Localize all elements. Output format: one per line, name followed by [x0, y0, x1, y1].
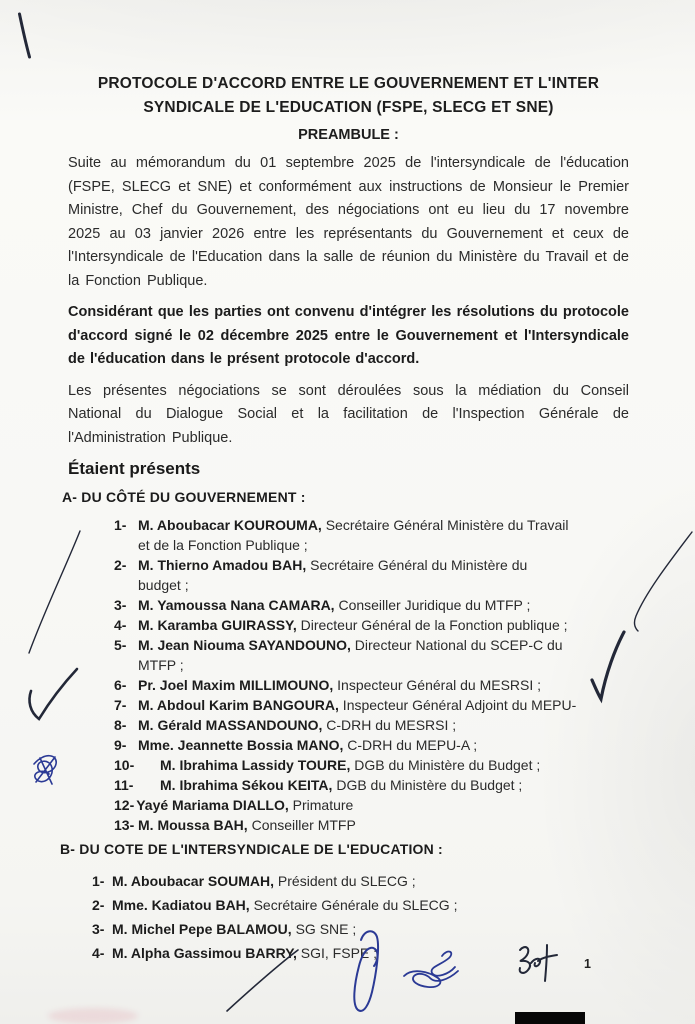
preambule-heading: PREAMBULE :	[298, 127, 399, 143]
item-name: M. Aboubacar SOUMAH,	[112, 873, 275, 889]
page-number: 1	[584, 957, 591, 971]
item-role: SG SNE ;	[291, 921, 357, 937]
item-role: DGB du Ministère du Budget ;	[350, 757, 541, 773]
item-name: M. Yamoussa Nana CAMARA,	[138, 597, 335, 613]
ink-blot-left-mark	[34, 756, 56, 784]
list-item	[92, 869, 629, 893]
item-role: SGI, FSPE ;	[296, 945, 378, 961]
list-item	[92, 941, 629, 965]
list-item	[114, 595, 629, 615]
item-number: 1-	[114, 517, 127, 533]
smudge-bottom-left	[48, 1008, 138, 1024]
item-number: 11-	[114, 777, 134, 793]
item-number: 13-	[114, 817, 135, 833]
item-role: C-DRH du MESRSI ;	[322, 717, 457, 733]
item-role: Conseiller Juridique du MTFP ;	[334, 597, 531, 613]
title-line-2: SYNDICALE DE L'EDUCATION (FSPE, SLECG ET SNE)	[143, 99, 554, 116]
pen-stroke-top-left-mark	[20, 14, 30, 57]
item-name: M. Aboubacar KOUROUMA,	[138, 517, 322, 533]
redaction-bar	[515, 1012, 585, 1024]
item-name: M. Ibrahima Sékou KEITA,	[160, 777, 333, 793]
item-number: 3-	[114, 597, 127, 613]
document-content	[60, 72, 629, 965]
item-number: 4-	[114, 617, 127, 633]
list-item	[114, 815, 629, 835]
item-role: Secrétaire Générale du SLECG ;	[249, 897, 458, 913]
item-role: Inspecteur Général Adjoint du MEPU-	[338, 697, 577, 713]
list-item	[114, 635, 629, 675]
item-name: M. Thierno Amadou BAH,	[138, 557, 307, 573]
item-name: Yayé Mariama DIALLO,	[136, 797, 289, 813]
item-number: 1-	[92, 873, 105, 889]
item-role: Inspecteur Général du MESRSI ;	[333, 677, 542, 693]
paragraph-mediation: Les présentes négociations se sont déroulées sous la médiation du Conseil National du Dialogue Social et la facilitation de l'Inspection Générale de l'Administration Publique.	[68, 382, 629, 446]
item-name: M. Moussa BAH,	[138, 817, 248, 833]
item-number: 2-	[114, 557, 127, 573]
list-item	[114, 695, 629, 715]
item-role: C-DRH du MEPU-A ;	[343, 737, 478, 753]
item-role: Primature	[288, 797, 354, 813]
paragraph-considerant: Considérant que les parties ont convenu d'intégrer les résolutions du protocole d'accord signé le 02 décembre 2025 entre le Gouvernement et l'Intersyndicale de l'éducation dans le présent protocole d'accord.	[68, 304, 629, 367]
item-number: 8-	[114, 717, 127, 733]
item-name: Mme. Jeannette Bossia MANO,	[138, 737, 344, 753]
item-number: 7-	[114, 697, 127, 713]
item-number: 5-	[114, 637, 127, 653]
item-number: 10-	[114, 757, 135, 773]
item-name: M. Abdoul Karim BANGOURA,	[138, 697, 339, 713]
item-number: 4-	[92, 945, 105, 961]
list-item	[114, 515, 629, 555]
list-item	[114, 715, 629, 735]
item-role: Président du SLECG ;	[274, 873, 416, 889]
list-item	[114, 795, 629, 815]
title-line-1: PROTOCOLE D'ACCORD ENTRE LE GOUVERNEMENT ET L'INTER	[97, 75, 600, 92]
section-a-heading: A- DU CÔTÉ DU GOUVERNEMENT :	[62, 489, 306, 505]
paragraph-intro: Suite au mémorandum du 01 septembre 2025 de l'intersyndicale de l'éducation (FSPE, SLECG et SNE) et conformément aux instructions de Monsieur le Premier Ministre, Chef du Gouvernement, des négociations ont eu lieu du 17 novembre 2025 au 03 janvier 2026 entre les représentants du Gouvernement et ceux de l'Intersyndicale de l'Education dans la salle de réunion du Ministère du Travail et de la Fonction Publique.	[68, 155, 629, 289]
item-name: M. Alpha Gassimou BARRY,	[112, 945, 297, 961]
item-number: 2-	[92, 897, 105, 913]
item-number: 12-	[114, 797, 135, 813]
margin-curve-right-mark	[634, 532, 692, 631]
present-heading: Étaient présents	[68, 459, 201, 478]
document-title	[68, 72, 629, 120]
item-name: M. Michel Pepe BALAMOU,	[112, 921, 292, 937]
item-name: M. Ibrahima Lassidy TOURE,	[160, 757, 351, 773]
item-name: M. Gérald MASSANDOUNO,	[138, 717, 323, 733]
item-role: Directeur National du SCEP-C du MTFP ;	[138, 637, 563, 673]
item-name: M. Jean Niouma SAYANDOUNO,	[138, 637, 351, 653]
item-role: DGB du Ministère du Budget ;	[332, 777, 523, 793]
list-item	[114, 555, 629, 595]
list-item	[114, 615, 629, 635]
item-number: 6-	[114, 677, 127, 693]
item-name: Mme. Kadiatou BAH,	[112, 897, 250, 913]
item-name: Pr. Joel Maxim MILLIMOUNO,	[138, 677, 334, 693]
item-name: M. Karamba GUIRASSY,	[138, 617, 297, 633]
item-number: 9-	[114, 737, 127, 753]
list-item	[92, 893, 629, 917]
item-role: Secrétaire Général du Ministère du budget ;	[138, 557, 528, 593]
item-number: 3-	[92, 921, 105, 937]
list-item	[114, 755, 629, 775]
list-item	[114, 775, 629, 795]
list-item	[114, 735, 629, 755]
list-a	[114, 515, 629, 835]
list-item	[92, 917, 629, 941]
item-role: Directeur Général de la Fonction publique ;	[296, 617, 568, 633]
item-role: Conseiller MTFP	[247, 817, 356, 833]
section-b-heading: B- DU COTE DE L'INTERSYNDICALE DE L'EDUCATION :	[60, 841, 443, 857]
list-item	[114, 675, 629, 695]
list-b	[92, 869, 629, 965]
item-role: Secrétaire Général Ministère du Travail et de la Fonction Publique ;	[138, 517, 569, 553]
